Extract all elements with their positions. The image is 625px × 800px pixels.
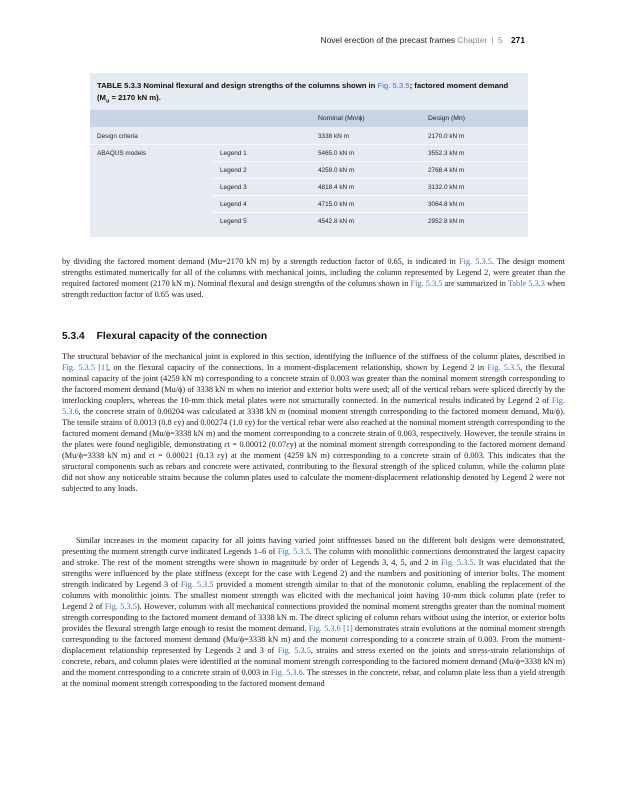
intro-paragraph bbox=[62, 256, 565, 300]
text-run: provided a moment strength similar to that of the monotonic column, enabling the replacement of the columns with monolithic joints. The smallest moment strength was elicited with the mechanical joint having 10-mm thick column plate (refer to Legend 2 of bbox=[62, 580, 565, 611]
table-caption-label: TABLE 5.3.3 bbox=[97, 81, 142, 90]
table-caption-text-2: ; factored moment demand (M bbox=[97, 81, 509, 102]
row-nominal: 4818.4 kN m bbox=[318, 184, 355, 191]
section-heading bbox=[62, 331, 267, 342]
chapter-number: 5 bbox=[498, 35, 503, 45]
row-nominal: 4542.8 kN m bbox=[318, 218, 355, 225]
table-caption-link[interactable]: Fig. 5.3.5 bbox=[377, 81, 410, 90]
running-title: Novel erection of the precast frames bbox=[320, 35, 456, 45]
row-design: 3064.8 kN m bbox=[428, 201, 465, 208]
row-group: ABAQUS models bbox=[97, 150, 147, 157]
text-run: , on the flexural capacity of the connections. In a moment-displacement relationship, shown by Legend 2 in bbox=[107, 363, 488, 372]
table-caption-sub: u bbox=[105, 98, 110, 105]
row-nominal: 5465.0 kN m bbox=[318, 150, 355, 157]
chapter-label: Chapter bbox=[457, 35, 488, 45]
table-row bbox=[90, 162, 528, 179]
text-run: when strength reduction factor of 0.65 was used. bbox=[62, 279, 566, 299]
figure-link[interactable]: Fig. 5.3.5 bbox=[104, 602, 137, 611]
figure-link[interactable]: Fig. 5.3.5 bbox=[458, 257, 492, 266]
header-separator: | bbox=[491, 35, 494, 45]
figure-link[interactable]: Fig. 5.3.5 bbox=[487, 363, 521, 372]
text-run: . The design moment strengths estimated numerically for all of the columns with mechanical joints, including the column represented by Legend 2, were greater than the required factored moment (2170 kN m). Nominal flexural and design strengths of the columns shown in bbox=[62, 257, 566, 288]
text-run: Similar increases in the moment capacity for all joints having varied joint stiffnesses based on the different bolt designs were demonstrated, presenting the moment strength curve indicated Legends 1–6 of bbox=[62, 536, 565, 556]
text-run: , strains and stress exerted on the joints and stress-strain relationships of concrete, rebars, and column plates were identified at the nominal moment strength corresponding to the factored moment demand (Mu/ϕ=3338 kN m) and the moment corresponding to a concrete strain of 0.003 in bbox=[62, 646, 565, 677]
text-run: , the flexural nominal capacity of the joint (4259 kN m) corresponding to a concrete strain of 0.003 was greater than the nominal moment strength corresponding to the factored moment demand (Mu/ϕ) of 3338 kN m when no interior and exterior bolts were used; all of the vertical rebars were spliced directly by the interlocking couplers, whereas the 10-mm thick metal plates were not structurally connected. In the numerical results indicated by Legend 2 of bbox=[62, 363, 565, 405]
figure-link[interactable]: Fig. 5.3.5 bbox=[410, 279, 443, 288]
table-row bbox=[90, 179, 528, 196]
row-nominal: 4715.0 kN m bbox=[318, 201, 355, 208]
table-row bbox=[90, 128, 528, 145]
table-row bbox=[90, 145, 528, 162]
row-design: 3132.0 kN m bbox=[428, 184, 465, 191]
col-header-nominal: Nominal (Mn/ϕ) bbox=[318, 115, 365, 122]
table-5-3-3 bbox=[90, 73, 528, 237]
col-header-design: Design (Mn) bbox=[428, 115, 466, 122]
text-run: ). However, columns with all mechanical connections provided the nominal moment strengths greater than the nominal moment strength corresponding to the factored moment demand of 3338 kN m. The direct splicing of column rebars without using the interior, or exterior bolts provides the flexural strength large enough to resist the moment demand. bbox=[62, 602, 566, 633]
table-row bbox=[90, 213, 528, 230]
figure-link[interactable]: Fig. 5.3.5 bbox=[180, 580, 214, 589]
text-run: demonstrates strain evolutions at the nominal moment strength corresponding to the factored moment demand (Mu/ϕ=3338 kN m) and the moment corresponding to a concrete strain of 0.003. From the moment-displacement relationship represented by Legends 2 and 3 of bbox=[62, 624, 565, 655]
section-title: Flexural capacity of the connection bbox=[96, 331, 268, 342]
row-design: 2768.4 kN m bbox=[428, 167, 465, 174]
figure-link[interactable]: Fig. 5.3.6 [1] bbox=[308, 624, 353, 633]
running-header bbox=[321, 35, 525, 45]
table-caption-text-3: = 2170 kN m). bbox=[109, 92, 161, 102]
figure-link[interactable]: Fig. 5.3.5 bbox=[277, 646, 311, 655]
table-caption bbox=[97, 80, 522, 108]
table-link[interactable]: Table 5.3.3 bbox=[507, 279, 545, 288]
figure-link[interactable]: Fig. 5.3.6 bbox=[62, 396, 565, 416]
table-row bbox=[90, 196, 528, 213]
body-paragraph-2 bbox=[62, 535, 565, 689]
row-nominal: 3338 kN m bbox=[318, 133, 349, 140]
row-design: 3552.3 kN m bbox=[428, 150, 465, 157]
text-run: are summarized in bbox=[442, 279, 508, 288]
text-run: The structural behavior of the mechanical joint is explored in this section, identifying the influence of the stiffness of the column plates, described in bbox=[62, 352, 565, 361]
figure-link[interactable]: Fig. 5.3.6 bbox=[270, 668, 303, 677]
figure-link[interactable]: Fig. 5.3.5 bbox=[440, 558, 474, 567]
text-run: by dividing the factored moment demand (Mu=2170 kN m) by a strength reduction factor of 0.65, is indicated in bbox=[62, 257, 459, 266]
section-number: 5.3.4 bbox=[62, 331, 85, 342]
row-legend: Legend 2 bbox=[220, 167, 247, 174]
figure-link[interactable]: Fig. 5.3.5 bbox=[277, 547, 310, 556]
text-run: , the concrete strain of 0.00204 was calculated at 3338 kN m (nominal moment strength corresponding to the factored moment demand, Mu/ϕ). The tensile strains of 0.0013 (0.8 εy) and 0.00274 (1.0 εy) for the vertical rebar were also reached at the nominal moment strength corresponding to the factored moment demand (Mu/ϕ=3338 kN m) and the moment corresponding to a concrete strain of 0.003, respectively. However, the tensile strains in the plates were found negligible, demonstrating εt = 0.00012 (0.07εy) at the nominal moment strength corresponding to the factored moment demand (Mu/ϕ=3338 kN m) and εt = 0.00021 (0.13 εy) at the moment (4259 kN m) corresponding to a concrete strain of 0.003. This indicates that the structural components such as rebars and concrete were activated, contributing to the flexural strength of the spliced column, while the column plate did not show any noticeable strains because the column plates used to calculate the moment-displacement relationship denoted by Legend 2 were not subjected to any loads. bbox=[62, 407, 565, 493]
row-legend: Legend 4 bbox=[220, 201, 247, 208]
row-legend: Legend 1 bbox=[220, 150, 247, 157]
table-caption-text-1: Nominal flexural and design strengths of the columns shown in bbox=[141, 81, 378, 90]
row-group: Design criteria bbox=[97, 133, 138, 140]
text-run: . The column with monolithic connections demonstrated the largest capacity and stroke. The rest of the moment strengths were shown in magnitude by order of Legends 3, 4, 5, and 2 in bbox=[62, 547, 565, 567]
text-run: . It was elucidated that the strengths were influenced by the plate stiffness (except for the case with Legend 2) and the numbers and positioning of interior bolts. The moment strength indicated by Legend 3 of bbox=[62, 558, 565, 589]
page-number: 271 bbox=[511, 35, 525, 45]
row-design: 2170.0 kN m bbox=[428, 133, 465, 140]
row-nominal: 4259.0 kN m bbox=[318, 167, 355, 174]
table-header-row bbox=[90, 110, 528, 127]
body-paragraph-1 bbox=[62, 351, 565, 494]
figure-link[interactable]: Fig. 5.3.5 [1] bbox=[62, 363, 108, 372]
row-design: 2952.8 kN m bbox=[428, 218, 465, 225]
text-run: . The stresses in the concrete, rebar, and column plate less than a yield strength at the nominal moment strength corresponding to the factored moment demand bbox=[62, 668, 565, 688]
row-legend: Legend 3 bbox=[220, 184, 247, 191]
row-legend: Legend 5 bbox=[220, 218, 247, 225]
